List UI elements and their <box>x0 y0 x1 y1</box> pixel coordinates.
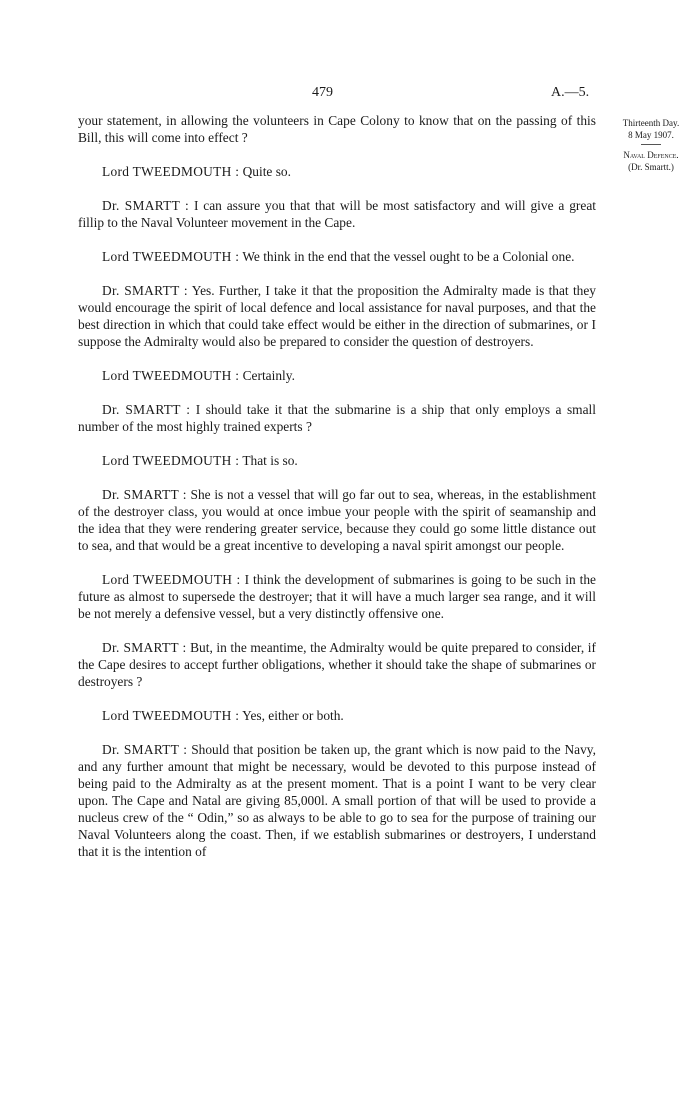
speaker-name: Lord TWEEDMOUTH : <box>102 249 240 264</box>
speaker-name: Dr. SMARTT : <box>102 283 188 298</box>
margin-speaker: (Dr. Smartt.) <box>628 162 674 172</box>
speaker-name: Lord TWEEDMOUTH : <box>102 164 240 179</box>
paragraph <box>78 197 596 231</box>
paragraph <box>78 163 596 180</box>
paragraph <box>78 639 596 690</box>
paragraph-text: Certainly. <box>242 368 295 383</box>
transcript-body <box>78 112 596 877</box>
paragraph <box>78 741 596 860</box>
page-number: 479 <box>312 85 333 100</box>
paragraph-text: your statement, in allowing the volunteers in Cape Colony to know that on the passing of this Bill, this will come into effect ? <box>78 113 596 145</box>
paragraph <box>78 367 596 384</box>
margin-day: Thirteenth Day. <box>622 118 680 128</box>
speaker-name: Lord TWEEDMOUTH : <box>102 572 241 587</box>
speaker-name: Dr. SMARTT : <box>102 742 188 757</box>
margin-note <box>608 117 694 173</box>
margin-rule <box>641 144 661 145</box>
speaker-name: Lord TWEEDMOUTH : <box>102 453 240 468</box>
paragraph-text: She is not a vessel that will go far out to sea, whereas, in the establishment of the destroyer class, you would at once imbue your people with the spirit of seamanship and the idea that they were rendering greater service, because they could go some little distance out to sea, and that would be a great incentive to developing a naval spirit amongst our people. <box>78 487 596 553</box>
paragraph-text: Quite so. <box>242 164 291 179</box>
page-header <box>0 85 700 105</box>
margin-date: 8 May 1907. <box>628 130 674 140</box>
paragraph <box>78 112 596 146</box>
speaker-name: Dr. SMARTT : <box>102 198 190 213</box>
speaker-name: Lord TWEEDMOUTH : <box>102 368 240 383</box>
paragraph-text: We think in the end that the vessel ought to be a Colonial one. <box>242 249 575 264</box>
paragraph-text: Should that position be taken up, the grant which is now paid to the Navy, and any further amount that might be necessary, would be devoted to this purpose instead of being paid to the Admiralty as at the present moment. That is a point I want to be very clear upon. The Cape and Natal are giving 85,000l. A small portion of that will be used to provide a nucleus crew of the “ Odin,” so as always to be able to go to sea for the purpose of training our Naval Volunteers along the coast. Then, if we establish submarines or destroyers, I understand that it is the intention of <box>78 742 596 859</box>
margin-subject: Naval Defence. <box>623 150 679 160</box>
speaker-name: Lord TWEEDMOUTH : <box>102 708 240 723</box>
paragraph <box>78 571 596 622</box>
paragraph-text: I think the development of submarines is going to be such in the future as almost to supersede the destroyer; that it will have a much larger sea range, and it will be not merely a defensive vessel, but a very distinctly offensive one. <box>78 572 596 621</box>
document-reference: A.—5. <box>551 85 590 100</box>
paragraph <box>78 486 596 554</box>
paragraph <box>78 248 596 265</box>
paragraph <box>78 452 596 469</box>
paragraph <box>78 282 596 350</box>
speaker-name: Dr. SMARTT : <box>102 640 187 655</box>
paragraph-text: Yes, either or both. <box>242 708 344 723</box>
paragraph-text: I can assure you that that will be most satisfactory and will give a great fillip to the Naval Volunteer movement in the Cape. <box>78 198 596 230</box>
speaker-name: Dr. SMARTT : <box>102 487 187 502</box>
paragraph <box>78 401 596 435</box>
paragraph-text: But, in the meantime, the Admiralty would be quite prepared to consider, if the Cape desires to accept further obligations, whether it should take the shape of submarines or destroyers ? <box>78 640 596 689</box>
paragraph-text: That is so. <box>242 453 298 468</box>
paragraph-text: I should take it that the submarine is a ship that only employs a small number of the most highly trained experts ? <box>78 402 596 434</box>
speaker-name: Dr. SMARTT : <box>102 402 191 417</box>
paragraph-text: Yes. Further, I take it that the proposition the Admiralty made is that they would encourage the spirit of local defence and local assistance for naval purposes, and that the best direction in which that could take effect would be either in the direction of submarines, or I suppose the Admiralty would also be prepared to consider the question of destroyers. <box>78 283 596 349</box>
paragraph <box>78 707 596 724</box>
